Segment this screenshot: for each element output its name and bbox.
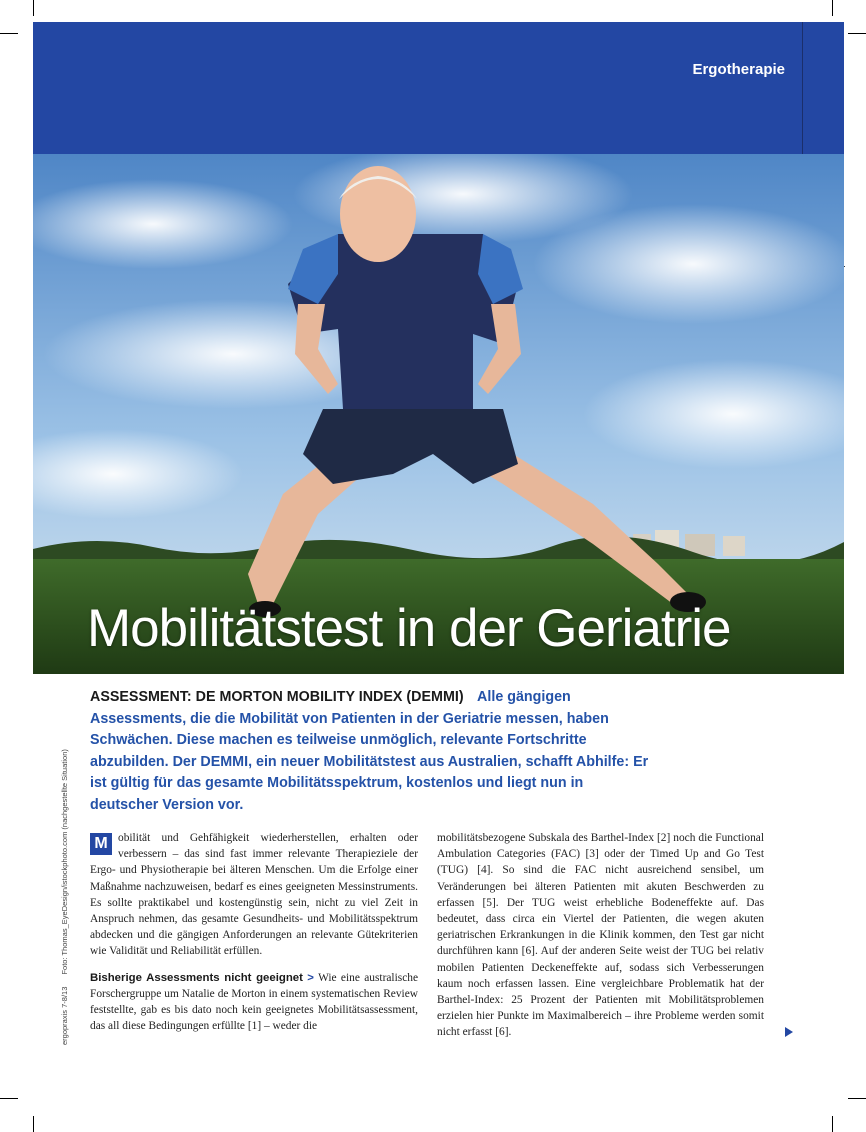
- section-label: Ergotherapie: [692, 61, 785, 78]
- header-band: [33, 22, 844, 154]
- paragraph-text: obilität und Gehfähigkeit wiederherstellen, erhalten oder verbessern – das sind fast immer relevante Therapieziele der Ergo- und Physiotherapie bei älteren Menschen. Um die Erfolge einer Maßnahme nachzuweisen, bedarf es eines geeigneten Messinstruments. Es sollte praktikabel und kostengünstig sein, nicht zu viel Zeit in Anspruch nehmen, das gesamte Gesundheits- und Mobilitätsspektrum abdecken und die gängigen Anforderungen an relevante Gütekriterien wie Validität und Reliabilität erfüllen.: [90, 832, 418, 958]
- paragraph-text: Wie eine australische Forschergruppe um Natalie de Morton in einem systematischen Review feststellte, gab es bis dato noch kein geeignetes Mobilitätsassessment, das all diese Bedingungen erfüllte [1] – weder die: [90, 971, 418, 1033]
- lead-kicker: ASSESSMENT: DE MORTON MOBILITY INDEX (DEMMI): [90, 689, 464, 705]
- paragraph-text: mobilitätsbezogene Subskala des Barthel-Index [2] noch die Functional Ambulation Categories (FAC) [3] oder der Timed Up and Go Test (TUG) [4]. So sind die FAC nicht ausreichend sensibel, um Veränderungen bei älteren Patienten mit akuten Beschwerden zu erfassen [5]. Der TUG weist erhebliche Bodeneffekte auf. Das bedeutet, dass circa ein Viertel der Patienten, die wegen akuten geriatrischen Erkrankungen in die Klinik kommen, den Test gar nicht durchführen kann [6]. Auf der anderen Seite weist der TUG bei relativ mobilen Patienten Deckeneffekte auf, sodass sich Verbesserungen kaum noch erfassen lassen. Eine vergleichbare Problematik hat der Barthel-Index: 25 Prozent der Patienten mit Mobilitätsproblemen erzielen hier Punkte im Maximalbereich – ihre Probleme werden somit nicht erfasst [6].: [437, 832, 764, 1039]
- body-column-2: [437, 830, 764, 1041]
- triangle-right-icon: [785, 1027, 793, 1037]
- article-title: Mobilitätstest in der Geriatrie: [87, 599, 731, 658]
- journal-reference: ergopraxis 7-8/13: [60, 986, 69, 1045]
- arrow-icon: >: [307, 971, 314, 984]
- crop-mark: [832, 0, 833, 16]
- crop-mark: [0, 1098, 18, 1099]
- drop-cap: M: [90, 833, 112, 855]
- hero-photo-illustration: [33, 154, 844, 674]
- body-paragraph: [90, 830, 418, 960]
- article-lead: [90, 687, 650, 816]
- subheading: Bisherige Assessments nicht geeignet: [90, 971, 303, 984]
- body-column-1: [90, 830, 418, 1034]
- crop-mark: [33, 0, 34, 16]
- crop-mark: [0, 33, 18, 34]
- crop-mark: [848, 33, 866, 34]
- tab-divider: [802, 22, 803, 154]
- crop-mark: [848, 1098, 866, 1099]
- image-credit: Foto: Thomas_EyeDesign/istockphoto.com (nachgestellte Situation): [60, 749, 69, 975]
- hero-photo: [33, 154, 844, 674]
- crop-mark: [832, 1116, 833, 1132]
- body-paragraph: [437, 830, 764, 1041]
- body-paragraph: [90, 970, 418, 1035]
- crop-mark: [33, 1116, 34, 1132]
- lead-text: Alle gängigen Assessments, die die Mobilität von Patienten in der Geriatrie messen, haben Schwächen. Diese machen es teilweise unmöglich, relevante Fortschritte abzubilden. Der DEMMI, ein neuer Mobilitätstest aus Australien, schafft Abhilfe: Er ist gültig für das gesamte Mobilitätsspektrum, kostenlos und liegt nun in deutscher Version vor.: [90, 689, 649, 813]
- photo-credit: [60, 739, 69, 1045]
